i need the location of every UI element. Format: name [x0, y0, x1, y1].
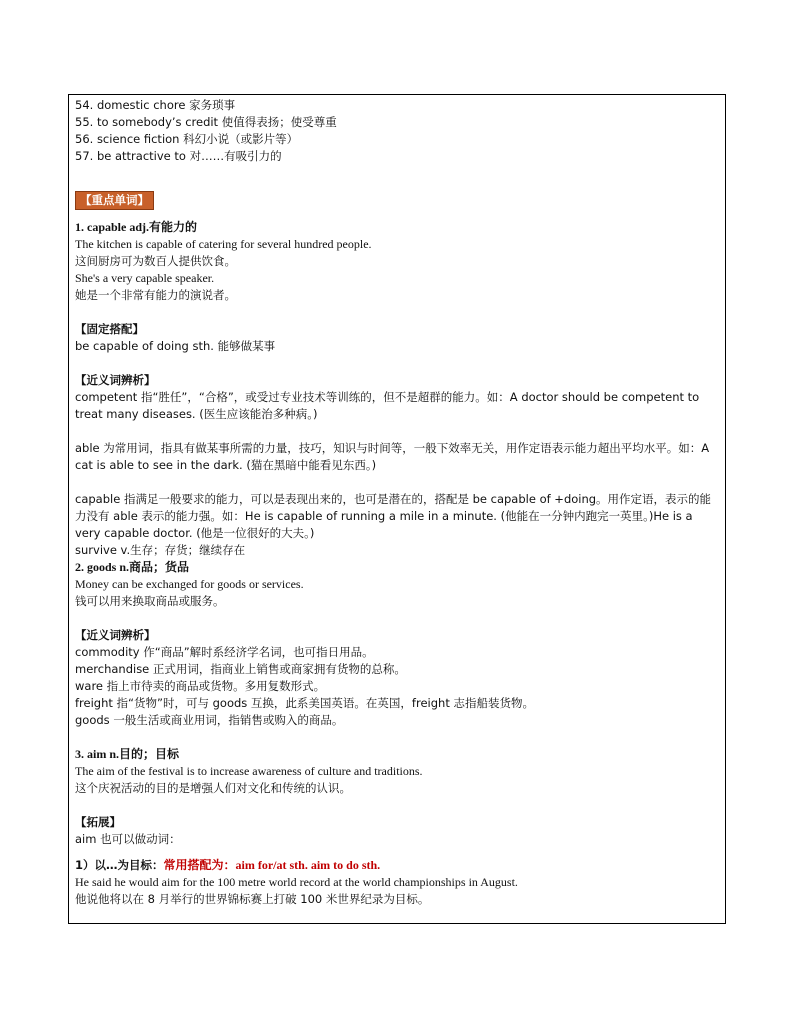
- synonym-able: able 为常用词，指具有做某事所需的力量，技巧，知识与时间等，一般下效率无关，用作定语表示能力超出平均水平。如：A cat is able to see in the dark. (猫在黑暗中能看见东西。): [75, 441, 710, 472]
- example-zh: 她是一个非常有能力的演说者。: [75, 288, 236, 302]
- word-title: 2. goods n.商品；货品: [75, 560, 190, 574]
- content-frame: [68, 94, 726, 924]
- survive-note: survive v.生存；存货；继续存在: [75, 543, 246, 557]
- synonym-competent: competent 指“胜任”，“合格”，或受过专业技术等训练的，但不是超群的能力。如：A doctor should be competent to treat many diseases. (医生应该能治多种病。): [75, 390, 700, 421]
- extension-line: aim 也可以做动词：: [75, 832, 181, 846]
- synonym-capable: capable 指满足一般要求的能力，可以是表现出来的，也可是潜在的，搭配是 be capable of +doing。用作定语，表示的能力没有 able 表示的能力强。如：He is capable of running a mile in a minute. (他能在一分钟内跑完一英里。)He is a very capable doctor. (他是一位很好的大夫。): [75, 492, 712, 540]
- example-en: The kitchen is capable of catering for several hundred people.: [75, 237, 372, 251]
- phrase-item: 56. science fiction 科幻小说（或影片等）: [75, 132, 299, 146]
- word-title: 3. aim n.目的；目标: [75, 747, 180, 761]
- sub-heading: [75, 857, 721, 874]
- document-body: [75, 97, 721, 908]
- example-en: The aim of the festival is to increase awareness of culture and traditions.: [75, 764, 423, 778]
- example-zh: 这个庆祝活动的目的是增强人们对文化和传统的认识。: [75, 781, 351, 795]
- section-tag-row: [75, 191, 721, 210]
- synonym-item: commodity 作“商品”解时系经济学名词，也可指日用品。: [75, 645, 374, 659]
- phrase-item: 55. to somebody’s credit 使值得表扬；使受尊重: [75, 115, 337, 129]
- example-zh: 这间厨房可为数百人提供饮食。: [75, 254, 236, 268]
- example-en: He said he would aim for the 100 metre world record at the world championships in August.: [75, 875, 518, 889]
- sub-prefix: 1）以…为目标：: [75, 858, 164, 872]
- fixed-collocation-heading: 【固定搭配】: [75, 322, 144, 336]
- synonym-heading: 【近义词辨析】: [75, 628, 156, 642]
- sub-collocation: 常用搭配为：aim for/at sth. aim to do sth.: [163, 858, 381, 872]
- example-en: Money can be exchanged for goods or services.: [75, 577, 304, 591]
- fixed-collocation: be capable of doing sth. 能够做某事: [75, 339, 276, 353]
- phrase-item: 57. be attractive to 对……有吸引力的: [75, 149, 282, 163]
- example-en: She's a very capable speaker.: [75, 271, 215, 285]
- word-title: 1. capable adj.有能力的: [75, 220, 198, 234]
- phrase-item: 54. domestic chore 家务琐事: [75, 98, 236, 112]
- synonym-item: merchandise 正式用词，指商业上销售或商家拥有货物的总称。: [75, 662, 406, 676]
- extension-heading: 【拓展】: [75, 815, 121, 829]
- section-tag: 【重点单词】: [75, 191, 154, 210]
- synonym-item: freight 指“货物”时，可与 goods 互换，此系美国英语。在英国，freight 志指船装货物。: [75, 696, 534, 710]
- synonym-item: ware 指上市待卖的商品或货物。多用复数形式。: [75, 679, 326, 693]
- synonym-item: goods 一般生活或商业用词，指销售或购入的商品。: [75, 713, 344, 727]
- example-zh: 他说他将以在 8 月举行的世界锦标赛上打破 100 米世界纪录为目标。: [75, 892, 430, 906]
- synonym-heading: 【近义词辨析】: [75, 373, 156, 387]
- example-zh: 钱可以用来换取商品或服务。: [75, 594, 225, 608]
